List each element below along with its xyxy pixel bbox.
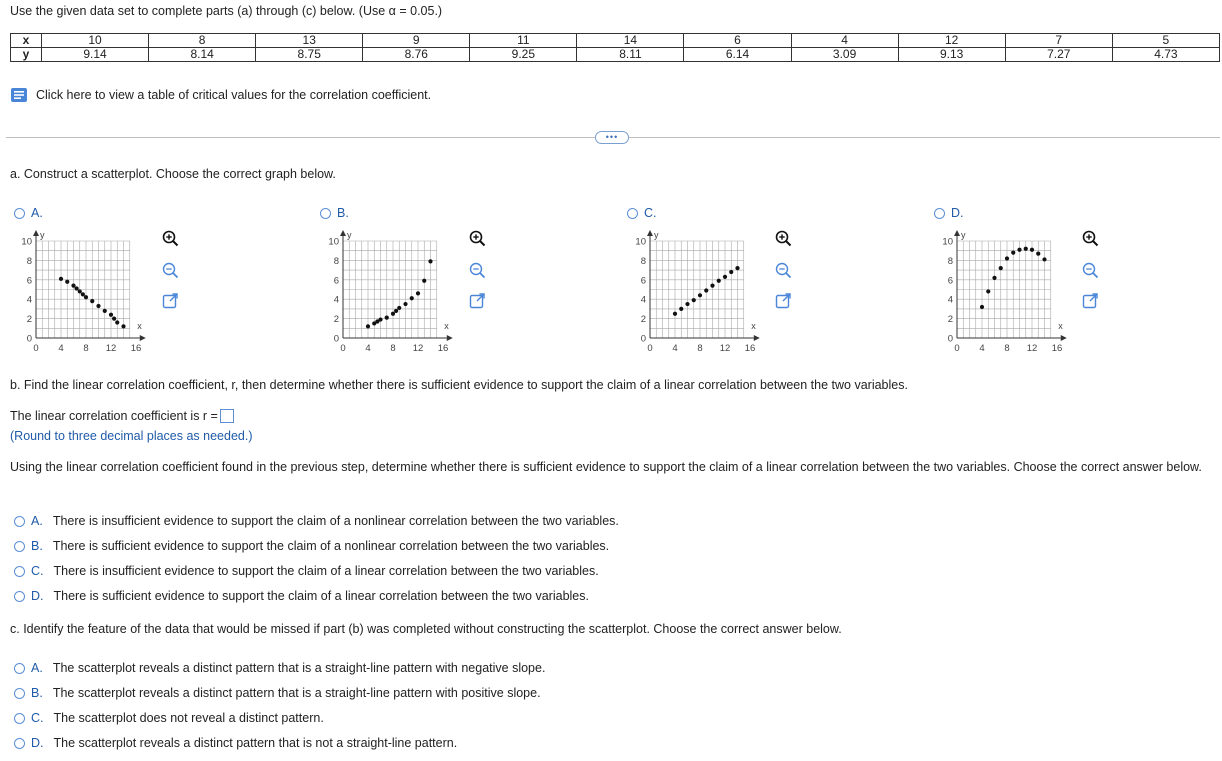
y-cell: 6.14	[684, 48, 791, 62]
y-tick-label: 10	[328, 236, 339, 248]
graph-tools-c	[775, 230, 792, 312]
option-text: There is sufficient evidence to support the claim of a linear correlation between the two variables.	[53, 589, 589, 603]
radio-graph-c[interactable]	[627, 208, 638, 219]
zoom-out-icon[interactable]	[775, 262, 792, 279]
data-point	[403, 302, 407, 306]
option-letter: C.	[31, 564, 44, 578]
x-cell: 13	[256, 34, 363, 48]
y-tick-label: 8	[947, 255, 953, 267]
data-table	[10, 33, 1220, 62]
r-prompt: The linear correlation coefficient is r =	[10, 409, 218, 423]
x-cell: 12	[898, 34, 1005, 48]
x-axis-arrow	[140, 335, 146, 341]
y-tick-label: 6	[333, 275, 339, 287]
graph-option-letter: D.	[951, 206, 964, 220]
zoom-out-icon[interactable]	[469, 262, 486, 279]
y-tick-label: 4	[26, 294, 32, 306]
data-point	[410, 296, 414, 300]
data-point	[397, 306, 401, 310]
y-tick-label: 0	[640, 333, 646, 345]
y-cell: 9.25	[470, 48, 577, 62]
y-axis-arrow	[954, 230, 960, 236]
y-cell: 8.14	[149, 48, 256, 62]
y-row-header: y	[11, 48, 42, 62]
data-point	[394, 309, 398, 313]
radio-c-a[interactable]	[14, 663, 25, 674]
y-tick-label: 0	[947, 333, 953, 345]
data-point	[109, 313, 113, 317]
y-tick-label: 2	[947, 314, 953, 326]
data-point	[78, 289, 82, 293]
zoom-in-icon[interactable]	[1082, 230, 1099, 247]
y-cell: 3.09	[791, 48, 898, 62]
x-tick-label: 12	[719, 343, 731, 354]
problem-intro: Use the given data set to complete parts (a) through (c) below. (Use α = 0.05.)	[10, 4, 443, 18]
y-axis-arrow	[647, 230, 653, 236]
option-letter: A.	[31, 514, 43, 528]
data-point	[428, 259, 432, 263]
radio-b-b[interactable]	[14, 541, 25, 552]
part-b-option-c[interactable]	[14, 564, 599, 578]
critical-values-link-text: Click here to view a table of critical values for the correlation coefficient.	[36, 88, 432, 102]
graph-option-b[interactable]	[320, 206, 349, 220]
y-tick-label: 10	[635, 236, 646, 248]
y-tick-label: 2	[640, 314, 646, 326]
y-cell: 8.75	[256, 48, 363, 62]
y-tick-label: 4	[640, 294, 646, 306]
r-answer-input[interactable]	[220, 409, 234, 423]
radio-b-a[interactable]	[14, 516, 25, 527]
data-point	[1017, 248, 1021, 252]
y-axis-arrow	[33, 230, 39, 236]
option-letter: D.	[31, 736, 44, 750]
data-point	[1005, 256, 1009, 260]
x-tick-label: 12	[105, 343, 117, 354]
option-text: The scatterplot does not reveal a distinct pattern.	[53, 711, 324, 725]
part-c-option-b[interactable]	[14, 686, 541, 700]
part-c-option-d[interactable]	[14, 736, 457, 750]
radio-graph-d[interactable]	[934, 208, 945, 219]
option-letter: B.	[31, 686, 43, 700]
graph-option-a[interactable]	[14, 206, 43, 220]
x-tick-label: 0	[954, 343, 960, 354]
graph-tools-b	[469, 230, 486, 312]
round-note: (Round to three decimal places as needed.)	[10, 429, 253, 443]
y-tick-label: 2	[26, 314, 32, 326]
r-prompt-line	[10, 409, 234, 423]
scatterplot-d	[927, 224, 1077, 356]
x-axis-arrow	[754, 335, 760, 341]
y-tick-label: 4	[333, 294, 339, 306]
x-axis-arrow	[1061, 335, 1067, 341]
zoom-in-icon[interactable]	[162, 230, 179, 247]
x-axis-label: x	[1058, 321, 1063, 331]
x-cell: 7	[1005, 34, 1112, 48]
expand-more-button[interactable]	[595, 131, 629, 144]
part-b-question: b. Find the linear correlation coefficient, r, then determine whether there is sufficient evidence to support the claim of a linear correlation between the two variables.	[10, 378, 908, 392]
data-point	[84, 295, 88, 299]
x-cell: 14	[577, 34, 684, 48]
expand-icon[interactable]	[775, 292, 792, 309]
data-point	[115, 320, 119, 324]
y-cell: 9.14	[42, 48, 149, 62]
data-point	[986, 289, 990, 293]
part-c-question: c. Identify the feature of the data that would be missed if part (b) was completed without constructing the scatterplot. Choose the correct answer below.	[10, 622, 842, 636]
part-b-option-d[interactable]	[14, 589, 589, 603]
data-point	[679, 307, 683, 311]
y-row	[11, 48, 1220, 62]
data-point	[90, 299, 94, 303]
data-point	[723, 275, 727, 279]
x-tick-label: 0	[647, 343, 653, 354]
data-point	[385, 316, 389, 320]
data-point	[59, 277, 63, 281]
radio-graph-a[interactable]	[14, 208, 25, 219]
graph-tools-d	[1082, 230, 1099, 312]
y-cell: 8.11	[577, 48, 684, 62]
x-tick-label: 12	[1026, 343, 1038, 354]
option-text: There is insufficient evidence to support the claim of a nonlinear correlation between the two variables.	[52, 514, 619, 528]
y-tick-label: 0	[26, 333, 32, 345]
x-tick-label: 8	[697, 343, 703, 354]
option-text: The scatterplot reveals a distinct pattern that is a straight-line pattern with negative slope.	[52, 661, 546, 675]
y-tick-label: 6	[26, 275, 32, 287]
y-cell: 7.27	[1005, 48, 1112, 62]
y-axis-label: y	[654, 230, 659, 240]
option-letter: B.	[31, 539, 43, 553]
y-tick-label: 8	[333, 255, 339, 267]
y-tick-label: 6	[947, 275, 953, 287]
x-tick-label: 8	[390, 343, 396, 354]
data-point	[366, 324, 370, 328]
part-b-option-a[interactable]	[14, 514, 619, 528]
data-point	[112, 317, 116, 321]
graph-tools-a	[162, 230, 179, 312]
y-tick-label: 10	[21, 236, 32, 248]
x-tick-label: 16	[130, 343, 142, 354]
data-point	[704, 288, 708, 292]
x-tick-label: 16	[437, 343, 449, 354]
data-point	[710, 284, 714, 288]
data-point	[992, 276, 996, 280]
x-axis-label: x	[137, 321, 142, 331]
zoom-out-icon[interactable]	[162, 262, 179, 279]
y-cell: 8.76	[363, 48, 470, 62]
y-cell: 9.13	[898, 48, 1005, 62]
zoom-in-icon[interactable]	[469, 230, 486, 247]
scatterplot-a	[6, 224, 156, 356]
data-point	[717, 279, 721, 283]
data-point	[1036, 252, 1040, 256]
data-point	[1024, 247, 1028, 251]
option-letter: D.	[31, 589, 44, 603]
data-point	[378, 317, 382, 321]
x-tick-label: 8	[83, 343, 89, 354]
radio-b-d[interactable]	[14, 591, 25, 602]
y-cell: 4.73	[1112, 48, 1219, 62]
data-point	[103, 309, 107, 313]
graph-option-letter: A.	[31, 206, 43, 220]
x-tick-label: 12	[412, 343, 424, 354]
option-letter: C.	[31, 711, 44, 725]
data-point	[1030, 248, 1034, 252]
part-b-instruction: Using the linear correlation coefficient found in the previous step, determine whether there is sufficient evidence to support the claim of a linear correlation between the two variables. Choose the correct answer below.	[10, 460, 1202, 474]
data-point	[96, 304, 100, 308]
expand-icon[interactable]	[1082, 292, 1099, 309]
graph-option-letter: C.	[644, 206, 657, 220]
y-tick-label: 6	[640, 275, 646, 287]
radio-graph-b[interactable]	[320, 208, 331, 219]
part-c-option-c[interactable]	[14, 711, 324, 725]
expand-icon[interactable]	[469, 292, 486, 309]
data-point	[729, 270, 733, 274]
x-axis-label: x	[751, 321, 756, 331]
zoom-in-icon[interactable]	[775, 230, 792, 247]
x-tick-label: 8	[1004, 343, 1010, 354]
x-tick-label: 0	[340, 343, 346, 354]
option-text: There is sufficient evidence to support the claim of a nonlinear correlation between the two variables.	[52, 539, 610, 553]
data-point	[81, 292, 85, 296]
data-point	[75, 286, 79, 290]
x-cell: 6	[684, 34, 791, 48]
data-point	[980, 305, 984, 309]
x-cell: 11	[470, 34, 577, 48]
data-point	[692, 298, 696, 302]
y-tick-label: 8	[640, 255, 646, 267]
data-point	[71, 284, 75, 288]
data-point	[685, 302, 689, 306]
radio-c-d[interactable]	[14, 738, 25, 749]
x-tick-label: 4	[58, 343, 64, 354]
radio-c-b[interactable]	[14, 688, 25, 699]
x-cell: 8	[149, 34, 256, 48]
document-icon	[10, 87, 28, 103]
y-tick-label: 2	[333, 314, 339, 326]
data-point	[735, 266, 739, 270]
data-point	[673, 312, 677, 316]
x-tick-label: 4	[365, 343, 371, 354]
x-row	[11, 34, 1220, 48]
option-text: The scatterplot reveals a distinct pattern that is not a straight-line pattern.	[53, 736, 458, 750]
option-text: The scatterplot reveals a distinct pattern that is a straight-line pattern with positive slope.	[52, 686, 541, 700]
y-axis-arrow	[340, 230, 346, 236]
data-point	[1011, 251, 1015, 255]
x-tick-label: 0	[33, 343, 39, 354]
scatterplot-c	[620, 224, 770, 356]
x-tick-label: 16	[1051, 343, 1063, 354]
part-c-option-a[interactable]	[14, 661, 545, 675]
part-b-option-b[interactable]	[14, 539, 609, 553]
data-point	[698, 293, 702, 297]
x-row-header: x	[11, 34, 42, 48]
x-cell: 9	[363, 34, 470, 48]
data-point	[416, 291, 420, 295]
x-axis-label: x	[444, 321, 449, 331]
critical-values-link[interactable]	[10, 87, 431, 103]
y-tick-label: 8	[26, 255, 32, 267]
scatterplot-b	[313, 224, 463, 356]
x-axis-arrow	[447, 335, 453, 341]
x-cell: 5	[1112, 34, 1219, 48]
y-tick-label: 10	[942, 236, 953, 248]
data-point	[422, 279, 426, 283]
x-cell: 4	[791, 34, 898, 48]
x-tick-label: 4	[979, 343, 985, 354]
y-axis-label: y	[961, 230, 966, 240]
data-point	[1042, 257, 1046, 261]
expand-icon[interactable]	[162, 292, 179, 309]
option-letter: A.	[31, 661, 43, 675]
x-tick-label: 16	[744, 343, 756, 354]
radio-b-c[interactable]	[14, 566, 25, 577]
data-point	[999, 266, 1003, 270]
graph-option-c[interactable]	[627, 206, 657, 220]
y-axis-label: y	[40, 230, 45, 240]
y-tick-label: 0	[333, 333, 339, 345]
data-point	[65, 280, 69, 284]
graph-option-d[interactable]	[934, 206, 964, 220]
y-axis-label: y	[347, 230, 352, 240]
ellipsis-icon: •••	[605, 132, 619, 142]
x-tick-label: 4	[672, 343, 678, 354]
radio-c-c[interactable]	[14, 713, 25, 724]
data-point	[391, 312, 395, 316]
graph-option-letter: B.	[337, 206, 349, 220]
x-cell: 10	[42, 34, 149, 48]
option-text: There is insufficient evidence to support the claim of a linear correlation between the two variables.	[53, 564, 599, 578]
data-point	[121, 324, 125, 328]
part-a-question: a. Construct a scatterplot. Choose the correct graph below.	[10, 167, 336, 181]
y-tick-label: 4	[947, 294, 953, 306]
zoom-out-icon[interactable]	[1082, 262, 1099, 279]
